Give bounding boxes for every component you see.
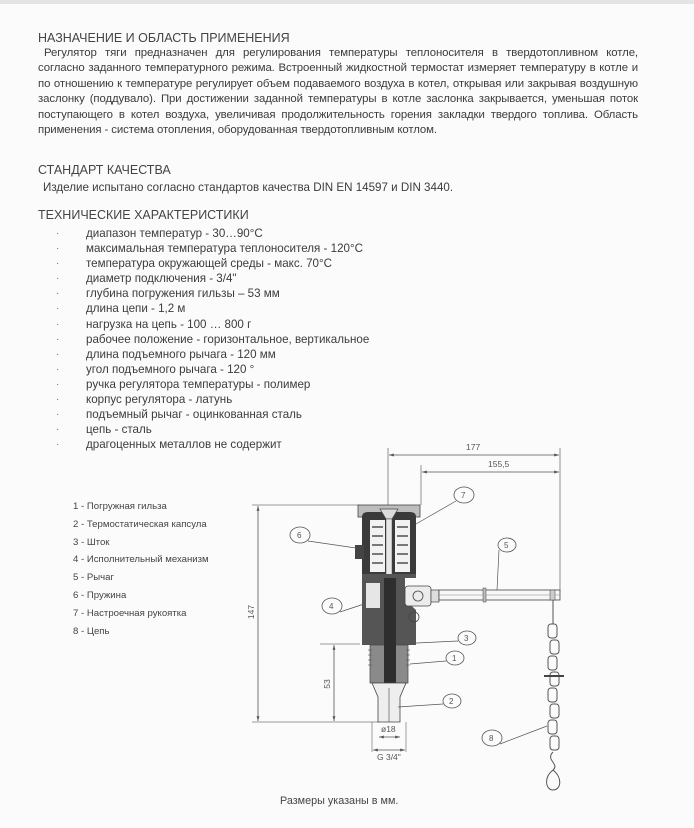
spec-text: ручка регулятора температуры - полимер xyxy=(86,377,311,391)
legend-item: 1 - Погружная гильза xyxy=(73,501,167,512)
dimensions-note: Размеры указаны в мм. xyxy=(280,795,399,807)
bullet: · xyxy=(56,378,60,390)
callout-4-label: 4 xyxy=(329,602,334,611)
bullet: · xyxy=(56,258,60,270)
dim-147-label: 147 xyxy=(246,604,256,620)
callout-3-label: 3 xyxy=(464,634,469,643)
bullet: · xyxy=(56,424,60,436)
legend-item: 7 - Настроечная рукоятка xyxy=(73,607,187,619)
legend-item: 8 - Цепь xyxy=(73,625,110,637)
spec-text: драгоценных металлов не содержит xyxy=(86,438,282,452)
dimension-sleeve-diameter xyxy=(372,722,406,752)
spec-text: подъемный рычаг - оцинкованная сталь xyxy=(86,408,302,422)
bullet: · xyxy=(56,363,60,375)
dimension-lever-width xyxy=(421,459,559,505)
legend-item: 6 - Пружина xyxy=(73,589,127,601)
lever xyxy=(439,588,560,602)
bullet: · xyxy=(56,318,60,330)
callout-6 xyxy=(290,527,356,548)
bullet: · xyxy=(56,228,60,239)
dim-diameter-label: ø18 xyxy=(381,724,396,734)
bullet: · xyxy=(56,348,60,360)
purpose-heading: НАЗНАЧЕНИЕ И ОБЛАСТЬ ПРИМЕНЕНИЯ xyxy=(38,31,290,45)
dimension-height xyxy=(246,505,380,722)
callout-2 xyxy=(398,694,461,708)
callout-2-label: 2 xyxy=(449,697,454,706)
bullet: · xyxy=(56,439,60,451)
spec-text: длина подъемного рычага - 120 мм xyxy=(86,347,276,361)
callout-1-label: 1 xyxy=(452,654,457,663)
dim-53-label: 53 xyxy=(322,679,332,689)
spec-text: максимальная температура теплоносителя - 120°C xyxy=(86,242,363,256)
bullet: · xyxy=(56,394,60,406)
spec-text: корпус регулятора - латунь xyxy=(86,393,233,407)
spec-text: диапазон температур - 30…90°C xyxy=(86,227,263,240)
spec-text: диаметр подключения - 3/4" xyxy=(86,272,237,286)
specs-heading: ТЕХНИЧЕСКИЕ ХАРАКТЕРИСТИКИ xyxy=(38,208,249,222)
spec-text: температура окружающей среды - макс. 70°C xyxy=(86,257,333,271)
legend-item: 3 - Шток xyxy=(73,536,110,548)
dimension-thread xyxy=(373,750,405,762)
callout-6-label: 6 xyxy=(297,531,302,540)
purpose-paragraph: Регулятор тяги предназначен для регулирования температуры теплоносителя в твердотопливном котле, согласно заданного температурного режима. Встроенный жидкостной термостат измеряет температуру в котле и по отношению к температуре регулирует объем подаваемого воздуха в котел, открывая или закрывая воздушную заслонку (поддувало). При достижении заданной температуры в котле заслонка закрывается, уменьшая поток поступающего в котел воздуха, увеличивая продолжительность горения закладки твердого топлива. Область применения - система отопления, оборудованная твердотопливным котлом. xyxy=(38,47,638,137)
dim-177-label: 177 xyxy=(466,442,481,452)
spec-text: рабочее положение - горизонтальное, вертикальное xyxy=(86,332,370,346)
bullet: · xyxy=(56,273,60,285)
legend-item: 2 - Термостатическая капсула xyxy=(73,518,207,530)
dim-155-label: 155,5 xyxy=(488,459,510,469)
callout-8-label: 8 xyxy=(489,734,494,743)
quality-heading: СТАНДАРТ КАЧЕСТВА xyxy=(38,163,171,177)
bullet: · xyxy=(56,333,60,345)
legend-item: 4 - Исполнительный механизм xyxy=(73,554,209,566)
callout-7-label: 7 xyxy=(461,491,466,500)
spec-text: длина цепи - 1,2 м xyxy=(86,302,186,316)
bullet: · xyxy=(56,409,60,421)
quality-text: Изделие испытано согласно стандартов качества DIN EN 14597 и DIN 3440. xyxy=(43,181,454,194)
dimension-immersion xyxy=(320,644,360,721)
bullet: · xyxy=(56,243,60,255)
callout-4 xyxy=(322,598,364,614)
spec-text: угол подъемного рычага - 120 ° xyxy=(86,362,255,376)
spec-text: нагрузка на цепь - 100 … 800 г xyxy=(86,317,252,331)
bullet: · xyxy=(56,288,60,300)
legend-item: 5 - Рычаг xyxy=(73,572,114,584)
callout-5 xyxy=(497,538,516,590)
callout-8 xyxy=(482,726,547,746)
callout-7 xyxy=(416,487,474,524)
bullet: · xyxy=(56,303,60,315)
regulator-body xyxy=(355,505,439,722)
spec-text: глубина погружения гильзы – 53 мм xyxy=(86,287,280,301)
dim-thread-label: G 3/4" xyxy=(377,752,401,762)
callout-1 xyxy=(410,651,464,665)
callout-5-label: 5 xyxy=(504,541,509,550)
spec-text: цепь - сталь xyxy=(86,423,152,437)
chain xyxy=(544,600,564,790)
